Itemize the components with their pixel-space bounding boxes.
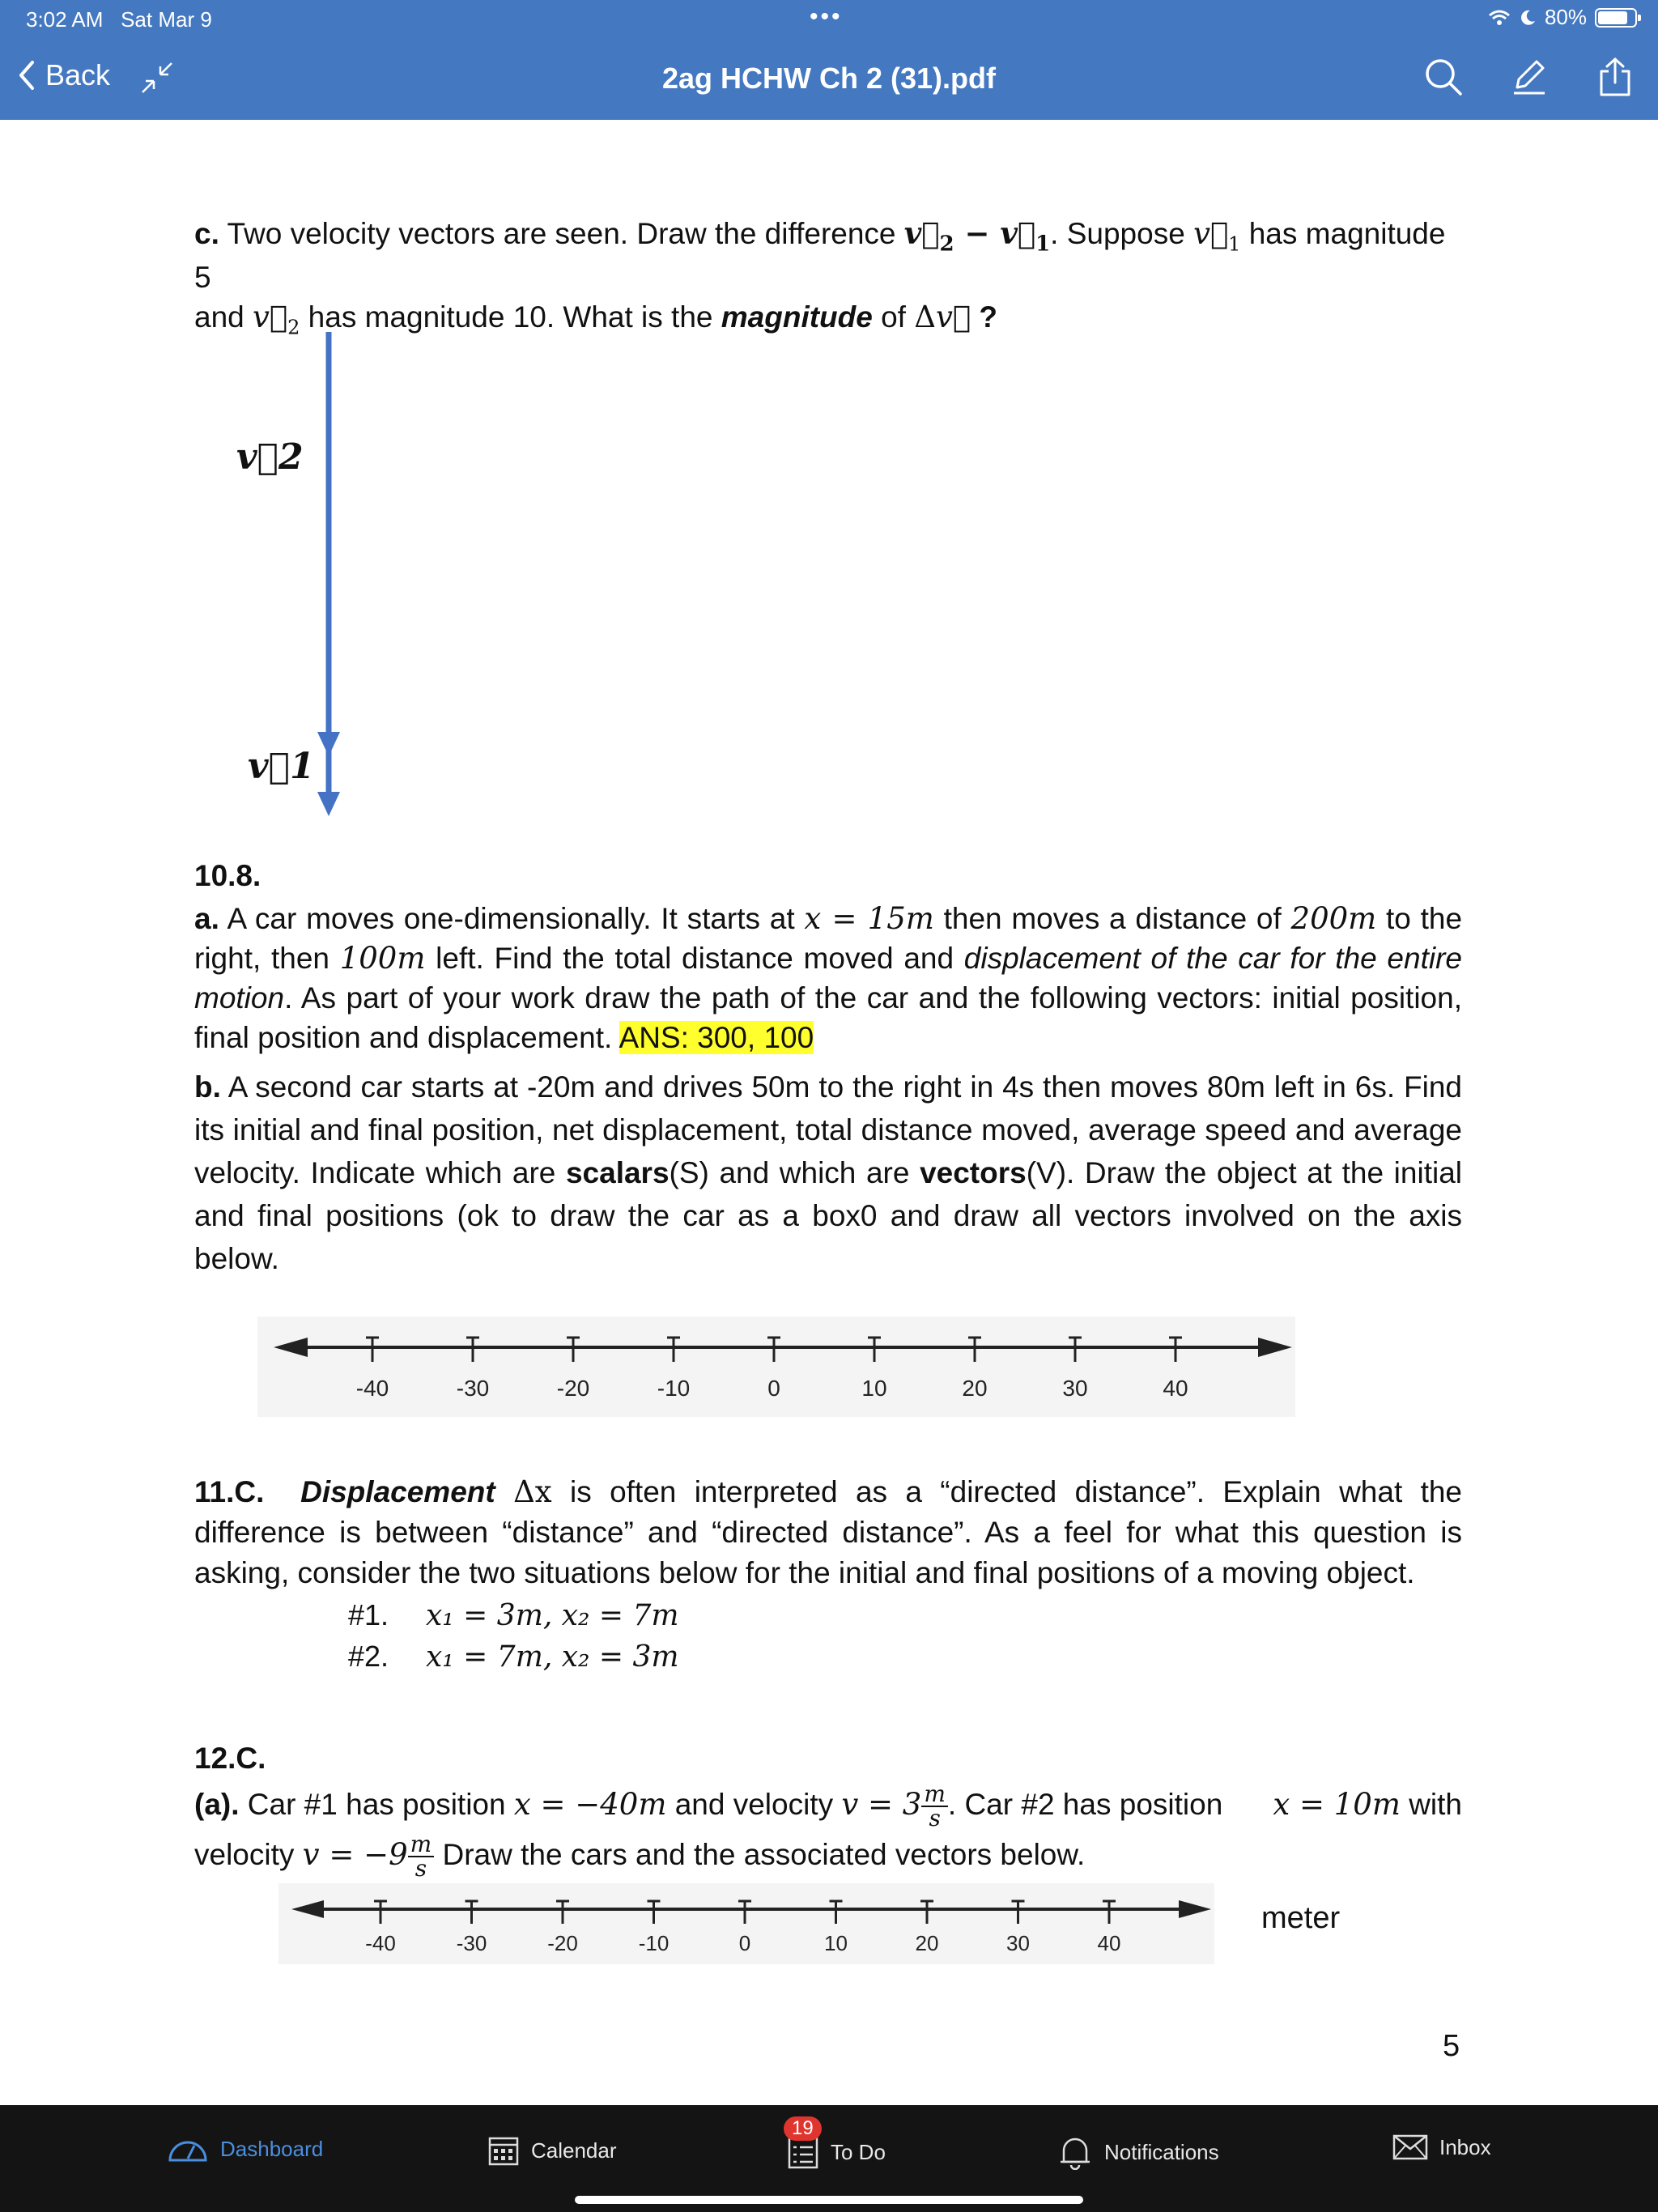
situation-list: #1. x₁ = 3m, x₂ = 7m #2. x₁ = 7m, x₂ = 3m [348, 1598, 679, 1674]
question-10-8-heading: 10.8. [194, 859, 261, 892]
annotate-pen-icon[interactable] [1509, 57, 1550, 97]
axis-tick-label: -10 [657, 1376, 691, 1401]
status-bar [0, 0, 1658, 39]
question-12c-a: (a). Car #1 has position x = −40m and velocity v = 3 $\frac{m}{s}$ . Car #2 has position x = 10m with velocity v = −9 $\frac{m}{s}$ Draw the cars and the associated vectors below. [194, 1780, 1462, 1882]
axis-tick-label: -10 [638, 1931, 670, 1955]
axis-tick-label: -20 [556, 1376, 590, 1401]
axis-tick-label: 30 [1006, 1931, 1030, 1955]
axis-tick-label: 10 [861, 1376, 887, 1401]
tab-calendar[interactable] [487, 2134, 617, 2167]
battery-percent: 80% [1544, 5, 1587, 29]
home-indicator[interactable] [575, 2196, 1083, 2204]
bell-icon [1057, 2134, 1093, 2170]
multitasking-dots-icon[interactable]: ••• [810, 3, 843, 30]
pdf-page[interactable] [0, 120, 1658, 2105]
envelope-icon [1392, 2134, 1428, 2160]
status-time: 3:02 AM Sat Mar 9 [26, 7, 212, 32]
dashboard-gauge-icon [167, 2134, 209, 2163]
moon-icon [1519, 9, 1537, 27]
axis-tick-label: 30 [1062, 1376, 1088, 1401]
axis-tick-label: -40 [355, 1376, 389, 1401]
axis-unit-label: meter [1261, 1901, 1341, 1935]
question-11c: 11.C. Displacement Δx is often interpreted as a “directed distance”. Explain what the difference is between “distance” and “directed distance”. As a feel for what this question is asking, consider the two situations below for the initial and final positions of a moving object. [194, 1474, 1463, 1589]
axis-tick-label: 40 [1097, 1931, 1121, 1955]
battery-icon [1595, 8, 1637, 28]
tab-todo-label: To Do [831, 2139, 886, 2164]
v1-vector-arrow [314, 659, 343, 821]
document-title: 2ag HCHW Ch 2 (31).pdf [661, 62, 996, 95]
page-number: 5 [1443, 2029, 1460, 2063]
tab-dashboard[interactable] [167, 2134, 323, 2163]
tab-notifications-label: Notifications [1104, 2139, 1219, 2164]
unit-fraction-1: $\frac{m}{s}$ [921, 1783, 948, 1830]
axis-tick-label: 0 [767, 1376, 780, 1401]
axis-tick-label: -30 [456, 1376, 490, 1401]
calendar-icon [487, 2134, 520, 2167]
todo-badge: 19 [784, 2116, 822, 2141]
axis-tick-label: 20 [962, 1376, 988, 1401]
question-10c: c. Two velocity vectors are seen. Draw the difference $v⃗_2$ − $v⃗_1$. Suppose $v⃗_1$ has magnitude 5 and $v⃗_2$ has magnitude 10. What is the magnitude of Δv⃗ ? [194, 215, 1446, 338]
axis-tick-label: 0 [738, 1931, 751, 1955]
v2-vector-label: v⃗2 [236, 436, 304, 478]
number-line-1[interactable] [257, 1317, 1295, 1417]
tab-notifications[interactable] [1057, 2134, 1219, 2170]
v1-vector-label: v⃗1 [248, 746, 315, 787]
nav-bar [0, 39, 1658, 120]
tab-bar [0, 2105, 1658, 2212]
tab-todo[interactable] [787, 2117, 886, 2170]
tab-inbox-label: Inbox [1439, 2134, 1491, 2159]
tab-inbox[interactable] [1392, 2134, 1491, 2160]
question-10-8b: b. A second car starts at -20m and drives 50m to the right in 4s then moves 80m left in 6s. Find its initial and final position, net displacement, total distance moved, average speed and average velocity. Indicate which are scalars(S) and which are vectors(V). Draw the object at the initial and final positions (ok to draw the car as a box0 and draw all vectors involved on the axis below. [194, 1070, 1462, 1275]
axis-tick-label: 10 [824, 1931, 848, 1955]
axis-tick-label: 20 [915, 1931, 939, 1955]
back-label: Back [45, 58, 111, 91]
tab-calendar-label: Calendar [531, 2138, 617, 2163]
v2-minus-v1: $v⃗_2$ − $v⃗_1$ [903, 215, 1051, 257]
axis-tick-label: -30 [456, 1931, 487, 1955]
search-icon[interactable] [1423, 57, 1464, 97]
unit-fraction-2: $\frac{m}{s}$ [408, 1833, 435, 1880]
share-icon[interactable] [1595, 57, 1635, 97]
wifi-icon [1488, 9, 1511, 27]
status-right [1488, 5, 1637, 30]
axis-tick-label: -20 [547, 1931, 578, 1955]
answer-highlight: ANS: 300, 100 [619, 1021, 814, 1054]
axis-tick-label: -40 [365, 1931, 396, 1955]
number-line-2[interactable] [278, 1883, 1214, 1964]
question-12c-heading: 12.C. [194, 1742, 266, 1775]
question-10-8a: a. A car moves one-dimensionally. It starts at x = 15m then moves a distance of 200m to the right, then 100m left. Find the total distance moved and displacement of the car for the entire motion. As part of your work draw the path of the car and the following vectors: initial position, final position and displacement. ANS: 300, 100 [194, 901, 1463, 1054]
axis-tick-label: 40 [1163, 1376, 1188, 1401]
tab-dashboard-label: Dashboard [220, 2136, 324, 2161]
